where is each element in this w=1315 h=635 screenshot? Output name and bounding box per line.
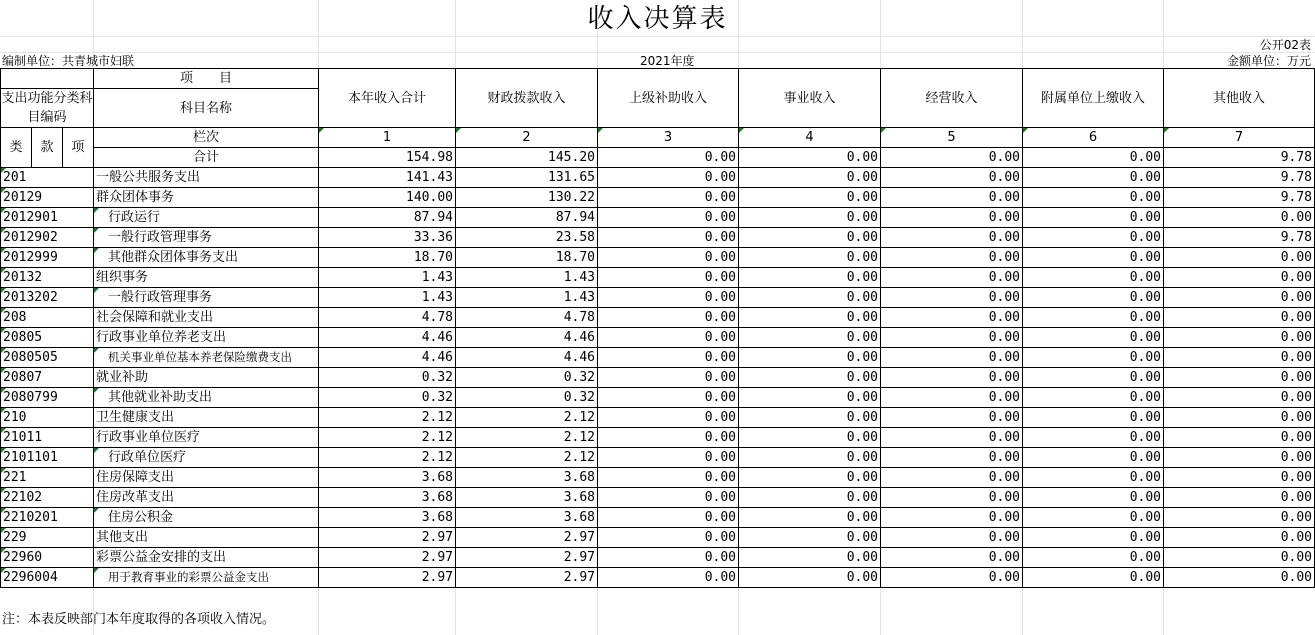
amount-cell: 1.43 (456, 268, 598, 288)
amount-cell: 0.00 (1164, 408, 1315, 428)
col-header-7: 其他收入 (1164, 69, 1315, 128)
func-code-cell: 20132 (1, 268, 94, 288)
amount-cell: 0.00 (1023, 228, 1164, 248)
subject-name-cell: 群众团体事务 (94, 188, 319, 208)
col-header-3: 上级补助收入 (598, 69, 739, 128)
amount-cell: 0.00 (1164, 488, 1315, 508)
amount-cell: 0.00 (1023, 508, 1164, 528)
amount-cell: 0.00 (598, 348, 739, 368)
amount-cell: 2.12 (319, 408, 456, 428)
func-code-cell: 2080505 (1, 348, 94, 368)
col-header-5: 经营收入 (881, 69, 1023, 128)
total-value: 0.00 (739, 148, 881, 168)
amount-cell: 0.00 (1164, 268, 1315, 288)
amount-cell: 0.00 (598, 428, 739, 448)
col-header-1: 本年收入合计 (319, 69, 456, 128)
amount-cell: 0.00 (1164, 248, 1315, 268)
col-num-2: 2 (456, 128, 598, 148)
amount-cell: 130.22 (456, 188, 598, 208)
amount-cell: 0.00 (881, 268, 1023, 288)
amount-cell: 2.12 (319, 428, 456, 448)
func-code-cell: 208 (1, 308, 94, 328)
amount-cell: 9.78 (1164, 228, 1315, 248)
amount-cell: 0.00 (1023, 428, 1164, 448)
subject-name-cell: 住房改革支出 (94, 488, 319, 508)
total-value: 154.98 (319, 148, 456, 168)
amount-cell: 0.00 (598, 528, 739, 548)
table-row (1, 188, 1315, 208)
amount-cell: 4.78 (456, 308, 598, 328)
amount-cell: 0.32 (456, 388, 598, 408)
col-num-7: 7 (1164, 128, 1315, 148)
amount-cell: 2.97 (319, 568, 456, 588)
amount-cell: 9.78 (1164, 168, 1315, 188)
amount-cell: 141.43 (319, 168, 456, 188)
amount-cell: 0.00 (1023, 308, 1164, 328)
func-code-cell: 20807 (1, 368, 94, 388)
func-code-cell: 22102 (1, 488, 94, 508)
subject-name-cell: 彩票公益金安排的支出 (94, 548, 319, 568)
amount-cell: 0.00 (1164, 288, 1315, 308)
table-row (1, 448, 1315, 468)
amount-cell: 0.00 (1164, 448, 1315, 468)
kuan-header: 款 (32, 128, 63, 168)
amount-cell: 0.00 (881, 468, 1023, 488)
func-code-cell: 229 (1, 528, 94, 548)
amount-cell: 2.97 (456, 548, 598, 568)
amount-cell: 0.00 (1164, 468, 1315, 488)
amount-cell: 0.00 (598, 208, 739, 228)
amount-cell: 4.46 (319, 348, 456, 368)
table-row (1, 548, 1315, 568)
amount-cell: 1.43 (319, 288, 456, 308)
amount-cell: 3.68 (319, 488, 456, 508)
col-header-2: 财政拨款收入 (456, 69, 598, 128)
table-row (1, 428, 1315, 448)
subject-name-cell: 一般公共服务支出 (94, 168, 319, 188)
amount-cell: 0.00 (598, 388, 739, 408)
subject-name-cell: 行政运行 (94, 208, 319, 228)
amount-cell: 0.00 (1164, 508, 1315, 528)
subject-name-cell: 用于教育事业的彩票公益金支出 (94, 568, 319, 588)
table-row (1, 288, 1315, 308)
compiling-unit: 编制单位：共青城市妇联 (2, 54, 135, 68)
amount-cell: 0.32 (319, 388, 456, 408)
amount-cell: 2.97 (456, 568, 598, 588)
amount-cell: 0.00 (1164, 548, 1315, 568)
amount-cell: 0.00 (739, 548, 881, 568)
amount-cell: 1.43 (319, 268, 456, 288)
subject-name-cell: 行政单位医疗 (94, 448, 319, 468)
amount-cell: 0.00 (739, 208, 881, 228)
subject-name-cell: 社会保障和就业支出 (94, 308, 319, 328)
table-row (1, 348, 1315, 368)
amount-cell: 0.00 (1023, 448, 1164, 468)
amount-cell: 0.00 (739, 328, 881, 348)
amount-cell: 0.00 (739, 348, 881, 368)
amount-cell: 0.00 (881, 528, 1023, 548)
col-header-6: 附属单位上缴收入 (1023, 69, 1164, 128)
subject-name-cell: 卫生健康支出 (94, 408, 319, 428)
amount-cell: 0.00 (598, 368, 739, 388)
func-code-cell: 2101101 (1, 448, 94, 468)
amount-cell: 0.00 (881, 428, 1023, 448)
amount-cell: 0.00 (739, 568, 881, 588)
total-value: 145.20 (456, 148, 598, 168)
amount-cell: 0.00 (1164, 368, 1315, 388)
amount-cell: 0.00 (598, 248, 739, 268)
amount-cell: 0.00 (881, 308, 1023, 328)
func-code-cell: 2012902 (1, 228, 94, 248)
amount-cell: 0.00 (739, 448, 881, 468)
col-num-3: 3 (598, 128, 739, 148)
table-row (1, 308, 1315, 328)
footer-note: 注：本表反映部门本年度取得的各项收入情况。 (2, 612, 276, 627)
amount-cell: 0.00 (739, 388, 881, 408)
table-row (1, 248, 1315, 268)
amount-cell: 2.12 (456, 428, 598, 448)
amount-cell: 0.00 (881, 488, 1023, 508)
amount-cell: 0.00 (598, 568, 739, 588)
amount-cell: 140.00 (319, 188, 456, 208)
amount-cell: 0.00 (881, 288, 1023, 308)
table-row (1, 568, 1315, 588)
amount-cell: 0.00 (881, 348, 1023, 368)
col-num-5: 5 (881, 128, 1023, 148)
amount-cell: 0.00 (881, 208, 1023, 228)
amount-cell: 0.00 (881, 508, 1023, 528)
amount-cell: 0.00 (739, 408, 881, 428)
amount-cell: 0.00 (739, 508, 881, 528)
amount-cell: 2.97 (456, 528, 598, 548)
amount-cell: 0.00 (1023, 468, 1164, 488)
func-code-cell: 2080799 (1, 388, 94, 408)
amount-cell: 4.46 (319, 328, 456, 348)
amount-cell: 0.32 (319, 368, 456, 388)
amount-cell: 0.00 (881, 408, 1023, 428)
amount-cell: 2.97 (319, 548, 456, 568)
amount-cell: 0.00 (598, 288, 739, 308)
func-code-header: 支出功能分类科目编码 (1, 89, 94, 128)
amount-cell: 0.00 (598, 268, 739, 288)
col-num-6: 6 (1023, 128, 1164, 148)
amount-cell: 0.00 (598, 488, 739, 508)
amount-cell: 0.00 (1023, 548, 1164, 568)
amount-cell: 0.00 (881, 228, 1023, 248)
table-row (1, 388, 1315, 408)
table-row (1, 228, 1315, 248)
total-value: 9.78 (1164, 148, 1315, 168)
amount-cell: 0.00 (881, 388, 1023, 408)
func-code-cell: 201 (1, 168, 94, 188)
amount-cell: 0.00 (1023, 568, 1164, 588)
amount-cell: 0.32 (456, 368, 598, 388)
amount-cell: 0.00 (1023, 208, 1164, 228)
amount-cell: 3.68 (456, 508, 598, 528)
amount-cell: 0.00 (1164, 388, 1315, 408)
amount-cell: 0.00 (739, 468, 881, 488)
amount-cell: 0.00 (739, 188, 881, 208)
func-code-cell: 2012999 (1, 248, 94, 268)
lanci-label: 栏次 (94, 128, 319, 148)
amount-cell: 0.00 (739, 288, 881, 308)
amount-cell: 0.00 (598, 508, 739, 528)
amount-cell: 0.00 (1023, 368, 1164, 388)
amount-cell: 0.00 (1023, 188, 1164, 208)
subject-name-cell: 住房公积金 (94, 508, 319, 528)
amount-cell: 18.70 (319, 248, 456, 268)
amount-cell: 2.12 (456, 448, 598, 468)
amount-cell: 0.00 (881, 188, 1023, 208)
func-code-cell: 2012901 (1, 208, 94, 228)
table-row (1, 208, 1315, 228)
func-code-cell: 2210201 (1, 508, 94, 528)
amount-cell: 0.00 (881, 448, 1023, 468)
amount-cell: 0.00 (1023, 268, 1164, 288)
amount-cell: 4.78 (319, 308, 456, 328)
amount-cell: 0.00 (739, 308, 881, 328)
amount-cell: 3.68 (456, 488, 598, 508)
amount-cell: 0.00 (598, 308, 739, 328)
amount-cell: 0.00 (739, 368, 881, 388)
amount-cell: 0.00 (881, 568, 1023, 588)
subject-name-cell: 住房保障支出 (94, 468, 319, 488)
amount-cell: 0.00 (739, 488, 881, 508)
amount-cell: 0.00 (1023, 168, 1164, 188)
amount-cell: 0.00 (1164, 568, 1315, 588)
amount-cell: 0.00 (1164, 348, 1315, 368)
subject-name-cell: 一般行政管理事务 (94, 228, 319, 248)
amount-cell: 0.00 (598, 548, 739, 568)
table-row (1, 468, 1315, 488)
form-number: 公开02表 (1259, 38, 1311, 52)
amount-cell: 87.94 (319, 208, 456, 228)
subject-name-cell: 组织事务 (94, 268, 319, 288)
amount-cell: 3.68 (319, 468, 456, 488)
amount-cell: 1.43 (456, 288, 598, 308)
total-label: 合计 (94, 148, 319, 168)
amount-cell: 4.46 (456, 328, 598, 348)
func-code-cell: 20805 (1, 328, 94, 348)
subject-name-cell: 一般行政管理事务 (94, 288, 319, 308)
amount-cell: 23.58 (456, 228, 598, 248)
amount-cell: 0.00 (881, 328, 1023, 348)
amount-cell: 0.00 (739, 268, 881, 288)
amount-cell: 87.94 (456, 208, 598, 228)
amount-cell: 0.00 (598, 448, 739, 468)
amount-cell: 0.00 (1164, 528, 1315, 548)
subject-name-cell: 行政事业单位养老支出 (94, 328, 319, 348)
table-row (1, 508, 1315, 528)
amount-cell: 0.00 (1023, 388, 1164, 408)
amount-cell: 0.00 (598, 328, 739, 348)
xiang-header: 项 (63, 128, 94, 168)
amount-cell: 0.00 (598, 468, 739, 488)
table-row (1, 408, 1315, 428)
amount-cell: 0.00 (598, 408, 739, 428)
amount-cell: 33.36 (319, 228, 456, 248)
amount-cell: 0.00 (1023, 328, 1164, 348)
item-header-blank (1, 69, 94, 89)
table-row (1, 488, 1315, 508)
lei-header: 类 (1, 128, 32, 168)
col-num-1: 1 (319, 128, 456, 148)
amount-cell: 131.65 (456, 168, 598, 188)
amount-cell: 0.00 (1023, 348, 1164, 368)
func-code-cell: 20129 (1, 188, 94, 208)
amount-cell: 0.00 (1023, 528, 1164, 548)
page-title: 收入决算表 (587, 4, 728, 34)
amount-cell: 3.68 (456, 468, 598, 488)
total-value: 0.00 (881, 148, 1023, 168)
item-header: 项 目 (94, 69, 319, 89)
amount-cell: 3.68 (319, 508, 456, 528)
amount-cell: 0.00 (739, 168, 881, 188)
fiscal-year: 2021年度 (640, 54, 695, 68)
amount-cell: 0.00 (881, 548, 1023, 568)
amount-cell: 2.12 (456, 408, 598, 428)
func-code-cell: 21011 (1, 428, 94, 448)
income-final-accounts-table (0, 68, 1315, 588)
subject-name-cell: 其他群众团体事务支出 (94, 248, 319, 268)
total-value: 0.00 (1023, 148, 1164, 168)
amount-cell: 4.46 (456, 348, 598, 368)
amount-cell: 0.00 (1164, 208, 1315, 228)
table-row (1, 268, 1315, 288)
func-code-cell: 221 (1, 468, 94, 488)
amount-cell: 0.00 (881, 368, 1023, 388)
table-row (1, 528, 1315, 548)
func-code-cell: 210 (1, 408, 94, 428)
amount-cell: 0.00 (739, 228, 881, 248)
func-code-cell: 22960 (1, 548, 94, 568)
subject-name-cell: 其他就业补助支出 (94, 388, 319, 408)
amount-cell: 0.00 (1164, 308, 1315, 328)
amount-cell: 0.00 (739, 248, 881, 268)
subject-name-cell: 其他支出 (94, 528, 319, 548)
amount-cell: 0.00 (739, 428, 881, 448)
amount-cell: 0.00 (1023, 408, 1164, 428)
amount-cell: 0.00 (881, 168, 1023, 188)
amount-cell: 2.12 (319, 448, 456, 468)
table-row (1, 368, 1315, 388)
amount-cell: 0.00 (598, 228, 739, 248)
amount-cell: 0.00 (1164, 428, 1315, 448)
subject-name-cell: 机关事业单位基本养老保险缴费支出 (94, 348, 319, 368)
amount-cell: 18.70 (456, 248, 598, 268)
amount-cell: 0.00 (1164, 328, 1315, 348)
table-row (1, 328, 1315, 348)
amount-cell: 0.00 (1023, 488, 1164, 508)
amount-unit: 金额单位：万元 (1226, 54, 1311, 68)
amount-cell: 2.97 (319, 528, 456, 548)
amount-cell: 0.00 (598, 188, 739, 208)
amount-cell: 9.78 (1164, 188, 1315, 208)
subject-name-header: 科目名称 (94, 89, 319, 128)
subject-name-cell: 行政事业单位医疗 (94, 428, 319, 448)
func-code-cell: 2296004 (1, 568, 94, 588)
func-code-cell: 2013202 (1, 288, 94, 308)
amount-cell: 0.00 (1023, 248, 1164, 268)
col-header-4: 事业收入 (739, 69, 881, 128)
table-row (1, 168, 1315, 188)
total-value: 0.00 (598, 148, 739, 168)
subject-name-cell: 就业补助 (94, 368, 319, 388)
amount-cell: 0.00 (598, 168, 739, 188)
col-num-4: 4 (739, 128, 881, 148)
amount-cell: 0.00 (1023, 288, 1164, 308)
amount-cell: 0.00 (739, 528, 881, 548)
amount-cell: 0.00 (881, 248, 1023, 268)
